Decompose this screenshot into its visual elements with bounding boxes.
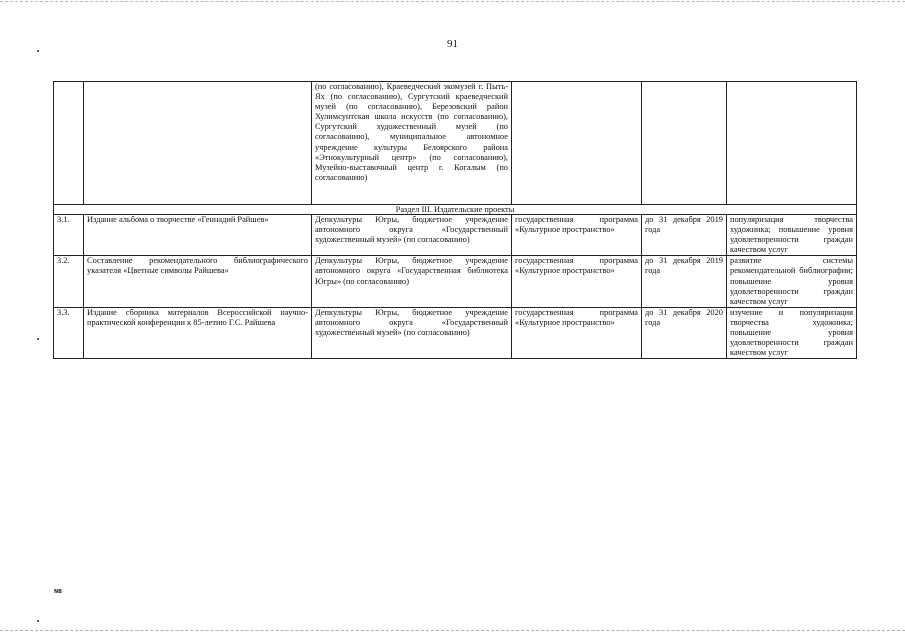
cell-result: изучение и популяризация творчества художника; повышение уровня удовлетворенности граждан качеством услуг (727, 307, 857, 358)
table-row (54, 215, 857, 256)
scan-speck (37, 620, 39, 622)
cell-executor-continued: (по согласованию), Краеведческий экомузей г. Пыть-Ях (по согласованию), Сургутский краеведческий музей (по согласованию), Березовский район Хулимсунтская школа искусств (по согласованию), Сургутский художественный музей (по согласованию), муниципальное автономное учреждение культуры Белоярского района «Этнокультурный центр» (по согласованию), Музейно-выставочный центр г. Когалым (по согласованию) (312, 82, 512, 205)
cell-num: 3.2. (54, 256, 84, 307)
cell-name: Издание альбома о творчестве «Геннадий Райшев» (84, 215, 312, 256)
cell-name-empty (84, 82, 312, 205)
cell-executor: Депкультуры Югры, бюджетное учреждение автономного округа «Государственная библиотека Югры» (по согласованию) (312, 256, 512, 307)
cell-result: популяризация творчества художника; повышение уровня удовлетворенности граждан качеством услуг (727, 215, 857, 256)
cell-program: государственная программа «Культурное пространство» (512, 256, 642, 307)
cell-result-empty (727, 82, 857, 205)
plan-table (53, 81, 857, 359)
cell-program: государственная программа «Культурное пространство» (512, 307, 642, 358)
cell-name: Издание сборника материалов Всероссийской научно-практической конференции к 85-летию Г.С. Райшева (84, 307, 312, 358)
cell-num-empty (54, 82, 84, 205)
cell-program: государственная программа «Культурное пространство» (512, 215, 642, 256)
cell-name: Составление рекомендательного библиографического указателя «Цветные символы Райшева» (84, 256, 312, 307)
cell-deadline-empty (642, 82, 727, 205)
scan-top-rule (0, 1, 905, 2)
cell-deadline: до 31 декабря 2020 года (642, 307, 727, 358)
cell-num: 3.3. (54, 307, 84, 358)
scan-speck (37, 338, 39, 340)
cell-deadline: до 31 декабря 2019 года (642, 256, 727, 307)
page-number: 91 (447, 38, 458, 50)
cell-executor: Депкультуры Югры, бюджетное учреждение автономного округа «Государственный художественный музей» (по согласованию) (312, 307, 512, 358)
cell-result: развитие системы рекомендательной библиографии; повышение уровня удовлетворенности граждан качеством услуг (727, 256, 857, 307)
scan-bottom-rule (0, 630, 905, 631)
section-title: Раздел III. Издательские проекты (54, 205, 857, 215)
scan-mark: NB (54, 589, 62, 595)
cell-executor: Депкультуры Югры, бюджетное учреждение автономного округа «Государственный художественный музей» (по согласованию) (312, 215, 512, 256)
table-row (54, 307, 857, 358)
scan-speck (37, 50, 39, 52)
table-row-section (54, 205, 857, 215)
cell-deadline: до 31 декабря 2019 года (642, 215, 727, 256)
cell-program-empty (512, 82, 642, 205)
table-row-continued (54, 82, 857, 205)
cell-num: 3.1. (54, 215, 84, 256)
table-row (54, 256, 857, 307)
